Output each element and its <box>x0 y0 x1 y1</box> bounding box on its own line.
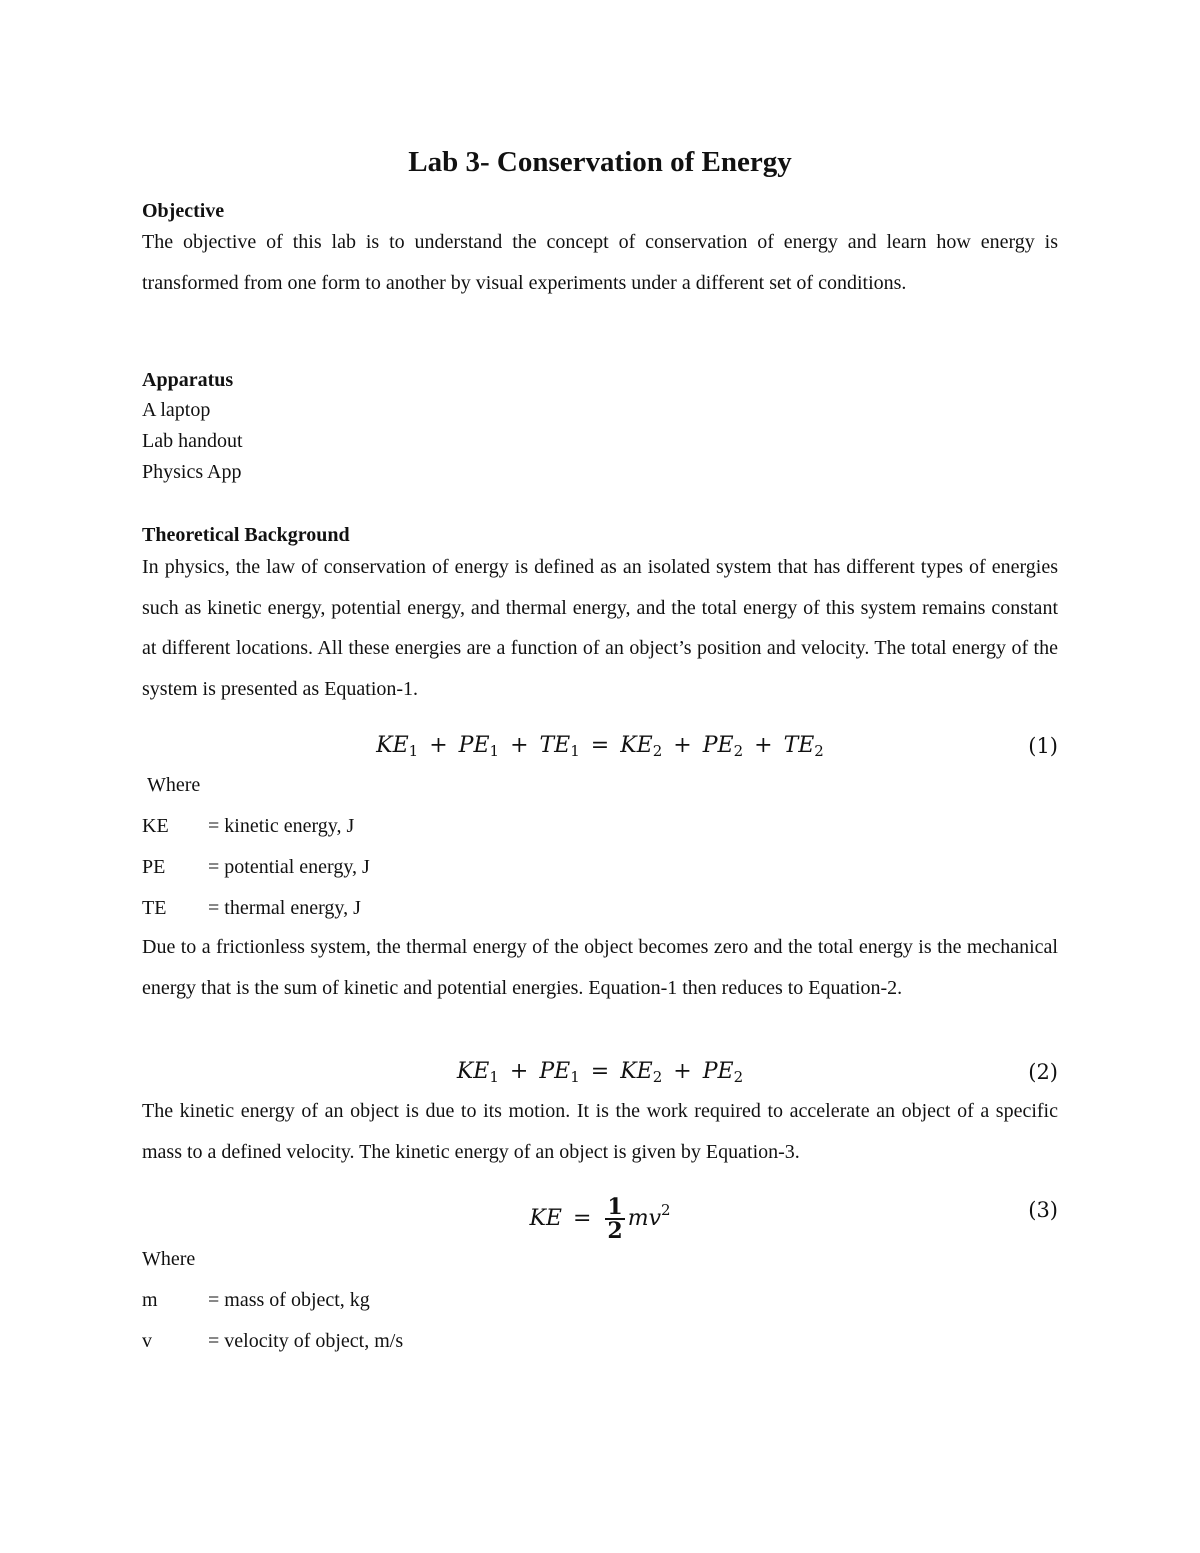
equation-3-number: (3) <box>1028 1198 1058 1222</box>
definition-row <box>142 1326 403 1356</box>
definition-row <box>142 811 354 841</box>
where-label: Where <box>147 774 201 796</box>
apparatus-item: Physics App <box>142 461 242 483</box>
definition-symbol: PE <box>142 856 166 878</box>
where-label: Where <box>142 1248 196 1270</box>
definition-symbol: m <box>142 1289 158 1311</box>
definition-symbol: TE <box>142 897 167 919</box>
background-paragraph-3: The kinetic energy of an object is due to its motion. It is the work required to accelerate an object of a specific mass to a defined velocity. The kinetic energy of an object is given by Equation-3. <box>142 1100 1058 1163</box>
definition-symbol: KE <box>142 815 169 837</box>
background-paragraph-2: Due to a frictionless system, the thermal energy of the object becomes zero and the total energy is the mechanical energy that is the sum of kinetic and potential energies. Equation-1 then reduces to Equation-2. <box>142 936 1058 999</box>
apparatus-item: A laptop <box>142 399 211 421</box>
definition-text: = kinetic energy, J <box>208 815 355 837</box>
equation-1 <box>142 726 1058 766</box>
equation-2-number: (2) <box>1028 1060 1058 1084</box>
objective-text: The objective of this lab is to understand the concept of conservation of energy and learn how energy is transformed from one form to another by visual experiments under a different set of conditions. <box>142 231 1058 294</box>
objective-heading: Objective <box>142 200 225 222</box>
definition-row <box>142 893 361 923</box>
definition-symbol: v <box>142 1330 152 1352</box>
definition-row <box>142 852 370 882</box>
background-paragraph-1: In physics, the law of conservation of energy is defined as an isolated system that has different types of energies such as kinetic energy, potential energy, and thermal energy, and the total energy of this system remains constant at different locations. All these energies are a function of an object’s position and velocity. The total energy of the system is presented as Equation-1. <box>142 556 1058 700</box>
definition-text: = velocity of object, m/s <box>208 1330 404 1352</box>
equation-2-expression: $KE_1 + PE_1 = KE_2 + PE_2$ <box>456 1059 744 1086</box>
equation-1-number: (1) <box>1028 734 1058 758</box>
equation-2 <box>142 1052 1058 1092</box>
background-heading: Theoretical Background <box>142 524 350 546</box>
equation-3-expression: KE = $\frac{1}{2}$ $mv^2$ <box>529 1194 671 1244</box>
definition-text: = potential energy, J <box>208 856 370 878</box>
apparatus-heading: Apparatus <box>142 369 234 391</box>
fraction: $\frac{1}{2}$ <box>607 1194 623 1244</box>
definition-row <box>142 1285 370 1315</box>
equation-1-expression: $KE_1 + PE_1 + TE_1 = KE_2 + PE_2 + TE_2$ <box>376 733 824 760</box>
definition-text: = mass of object, kg <box>208 1289 370 1311</box>
page-title: Lab 3- Conservation of Energy <box>408 146 792 178</box>
definition-text: = thermal energy, J <box>208 897 361 919</box>
apparatus-item: Lab handout <box>142 430 243 452</box>
equation-3 <box>142 1186 1058 1244</box>
